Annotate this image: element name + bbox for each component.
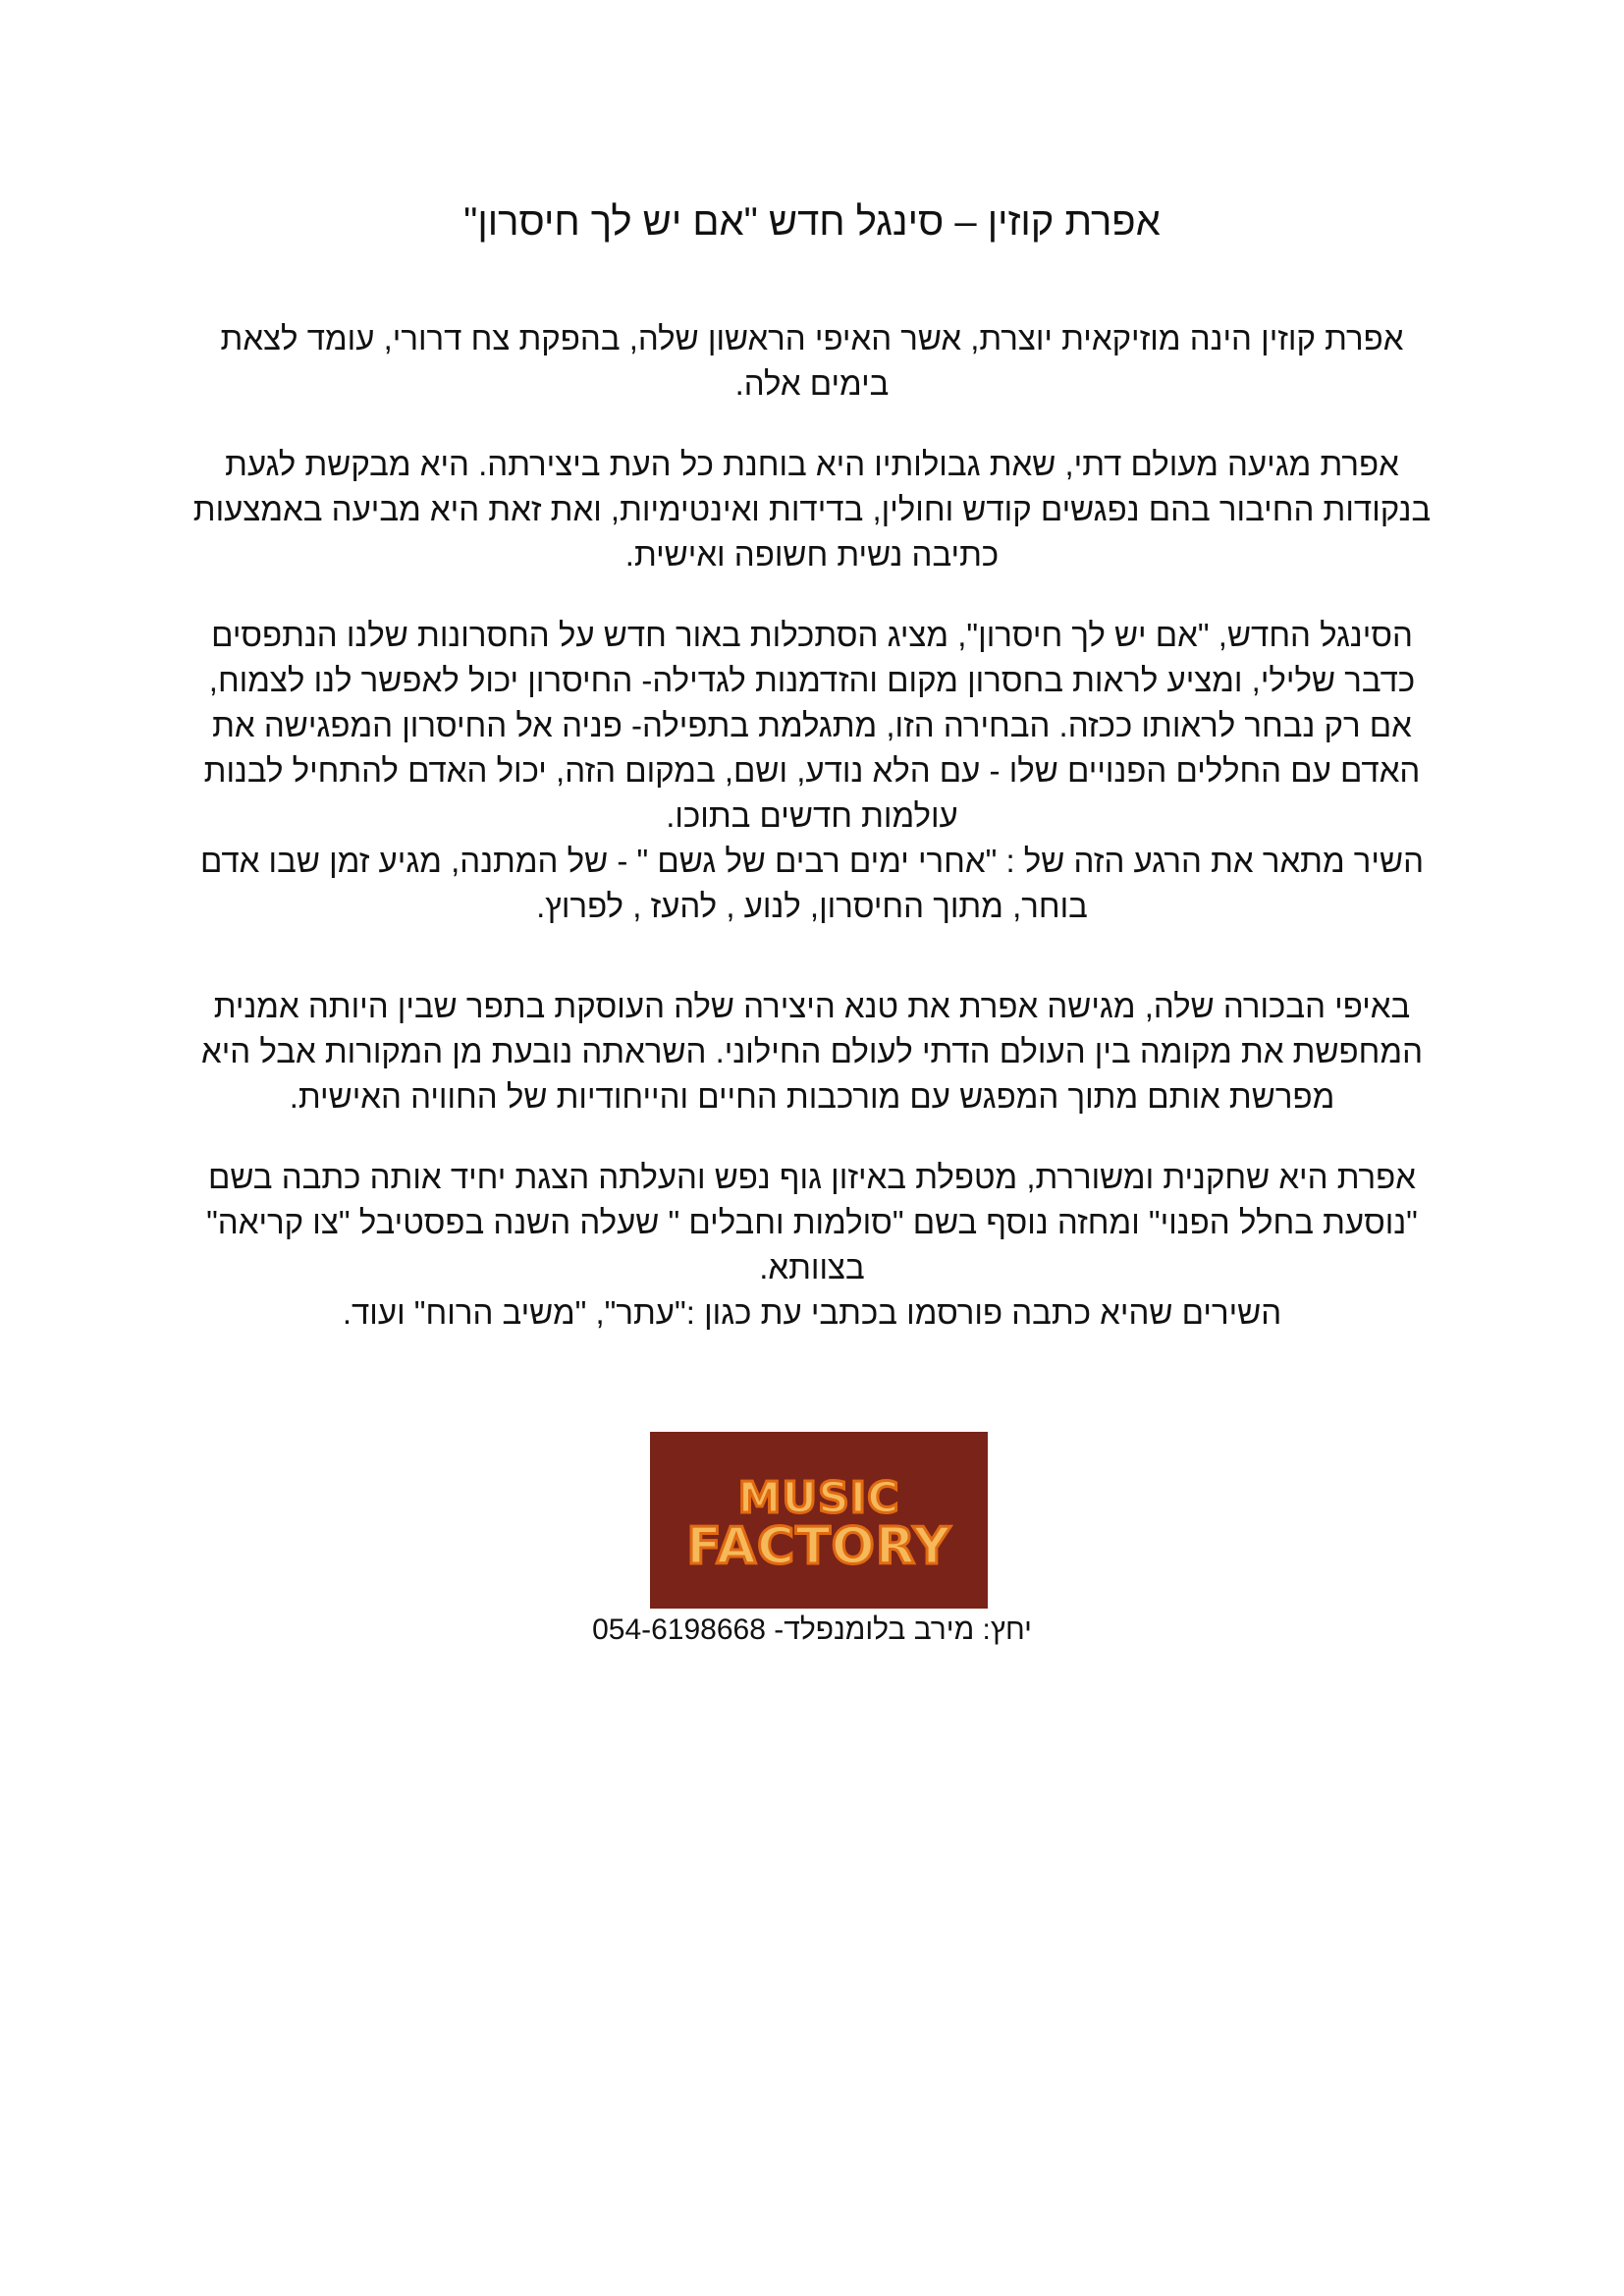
contact-line: יחץ: מירב בלומנפלד- 054-6198668 xyxy=(592,1613,1032,1646)
paragraph-ep: באיפי הבכורה שלה, מגישה אפרת את טנא היצירה שלה העוסקת בתפר שבין היותה אמנית המחפשת את מקומה בין העולם הדתי לעולם החילוני. השראתה נובעת מן המקורות אבל היא מפרשת אותם מתוך המפגש עם מורכבות החיים והייחודיות של החוויה האישית. xyxy=(201,988,1423,1115)
paragraph-intro: אפרת קוזין הינה מוזיקאית יוצרת, אשר האיפי הראשון שלה, בהפקת צח דרורי, עומד לצאת בימים אלה. xyxy=(220,320,1404,402)
document-title: אפרת קוזין – סינגל חדש "אם יש לך חיסרון" xyxy=(463,200,1161,244)
paragraph-background: אפרת מגיעה מעולם דתי, שאת גבולותיו היא בוחנת כל העת ביצירתה. היא מבקשת לגעת בנקודות החיבור בהם נפגשים קודש וחולין, בדידות ואינטימיות, ואת זאת היא מביעה באמצעות כתיבה נשית חשופה ואישית. xyxy=(192,446,1432,573)
document-body xyxy=(191,316,1433,1371)
paragraph-song: השיר מתאר את הרגע הזה של : "אחרי ימים רבים של גשם " - של המתנה, מגיע זמן שבו אדם בוחר, מתוך החיסרון, לנוע , להעז , לפרוץ. xyxy=(199,843,1425,924)
music-factory-logo-graphic xyxy=(650,1432,988,1609)
paragraph-single: הסינגל החדש, "אם יש לך חיסרון", מציג הסתכלות באור חדש על החסרונות שלנו הנתפסים כדבר שלילי, ומציע לראות בחסרון מקום והזדמנות לגדילה- החיסרון יכול לאפשר לנו לצמוח, אם רק נבחר לראותו ככזה. הבחירה הזו, מתגלמת בתפילה- פניה אל החיסרון המפגישה את האדם עם החללים הפנויים שלו - עם הלא נודע, ושם, במקום הזה, יכול האדם להתחיל לבנות עולמות חדשים בתוכו. xyxy=(203,617,1421,834)
paragraph-publications: השירים שהיא כתבה פורסמו בכתבי עת כגון :"עתר", "משיב הרוח" ועוד. xyxy=(342,1294,1282,1331)
music-factory-logo xyxy=(650,1432,988,1609)
logo-line-music: MUSIC xyxy=(737,1473,900,1523)
logo-line-factory: FACTORY xyxy=(686,1517,951,1576)
paragraph-bio: אפרת היא שחקנית ומשוררת, מטפלת באיזון גוף נפש והעלתה הצגת יחיד אותה כתבה בשם "נוסעת בחלל הפנוי" ומחזה נוסף בשם "סולמות וחבלים " שעלה השנה בפסטיבל "צו קריאה" בצוותא. xyxy=(206,1159,1418,1285)
